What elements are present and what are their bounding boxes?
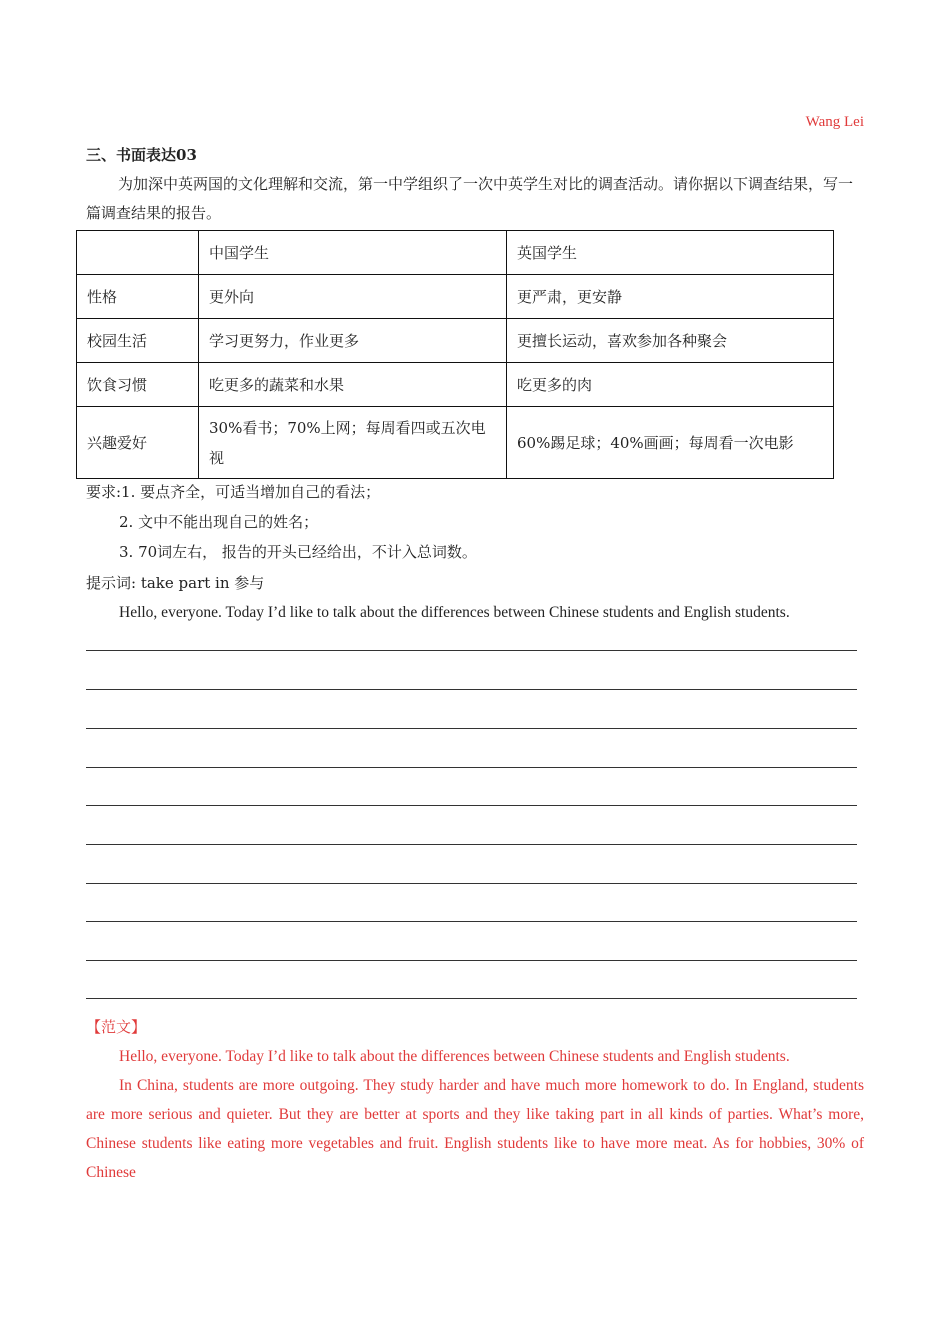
header-author: Wang Lei xyxy=(805,114,864,130)
table-cell: 60%踢足球；40%画画；每周看一次电影 xyxy=(507,407,834,479)
table-row xyxy=(77,407,834,479)
table-header-cell: 中国学生 xyxy=(199,231,507,275)
table-cell: 学习更努力，作业更多 xyxy=(199,319,507,363)
writing-line xyxy=(86,650,857,651)
table-cell: 更严肃，更安静 xyxy=(507,275,834,319)
report-opening: Hello, everyone. Today I’d like to talk about the differences between Chinese students and English students. xyxy=(119,604,790,621)
table-cell: 饮食习惯 xyxy=(77,363,199,407)
writing-line xyxy=(86,805,857,806)
writing-line xyxy=(86,921,857,922)
hint-words: 提示词: take part in 参与 xyxy=(86,574,265,592)
requirement-2: 2. 文中不能出现自己的姓名； xyxy=(119,513,319,531)
writing-line xyxy=(86,960,857,961)
writing-line xyxy=(86,883,857,884)
table-cell: 30%看书；70%上网；每周看四或五次电视 xyxy=(199,407,507,479)
requirement-1: 要求:1. 要点齐全，可适当增加自己的看法； xyxy=(86,483,381,501)
table-header-cell: 英国学生 xyxy=(507,231,834,275)
table-cell: 更擅长运动，喜欢参加各种聚会 xyxy=(507,319,834,363)
sample-essay-title: 【范文】 xyxy=(86,1018,147,1036)
table-row xyxy=(77,363,834,407)
table-header-cell xyxy=(77,231,199,275)
survey-table xyxy=(76,230,834,479)
writing-line xyxy=(86,728,857,729)
sample-paragraph: Hello, everyone. Today I’d like to talk about the differences between Chinese students and English students. xyxy=(119,1048,790,1065)
writing-line xyxy=(86,767,857,768)
writing-line xyxy=(86,689,857,690)
table-cell: 更外向 xyxy=(199,275,507,319)
section-title: 三、书面表达03 xyxy=(86,146,197,164)
table-cell: 吃更多的肉 xyxy=(507,363,834,407)
table-cell: 吃更多的蔬菜和水果 xyxy=(199,363,507,407)
sample-essay xyxy=(86,1042,864,1187)
table-cell: 性格 xyxy=(77,275,199,319)
requirement-3: 3. 70词左右， 报告的开头已经给出，不计入总词数。 xyxy=(119,543,477,561)
table-cell: 兴趣爱好 xyxy=(77,407,199,479)
task-instructions: 为加深中英两国的文化理解和交流，第一中学组织了一次中英学生对比的调查活动。请你据以下调查结果，写一篇调查结果的报告。 xyxy=(86,175,854,222)
table-row xyxy=(77,319,834,363)
writing-line xyxy=(86,998,857,999)
table-row xyxy=(77,275,834,319)
sample-paragraph: In China, students are more outgoing. They study harder and have much more homework to do. In England, students are more serious and quieter. But they are better at sports and they like taking part in all kinds of parties. What’s more, Chinese students like eating more vegetables and fruit. English students like to have more meat. As for hobbies, 30% of Chinese xyxy=(86,1077,864,1181)
writing-line xyxy=(86,844,857,845)
table-cell: 校园生活 xyxy=(77,319,199,363)
table-header-row xyxy=(77,231,834,275)
